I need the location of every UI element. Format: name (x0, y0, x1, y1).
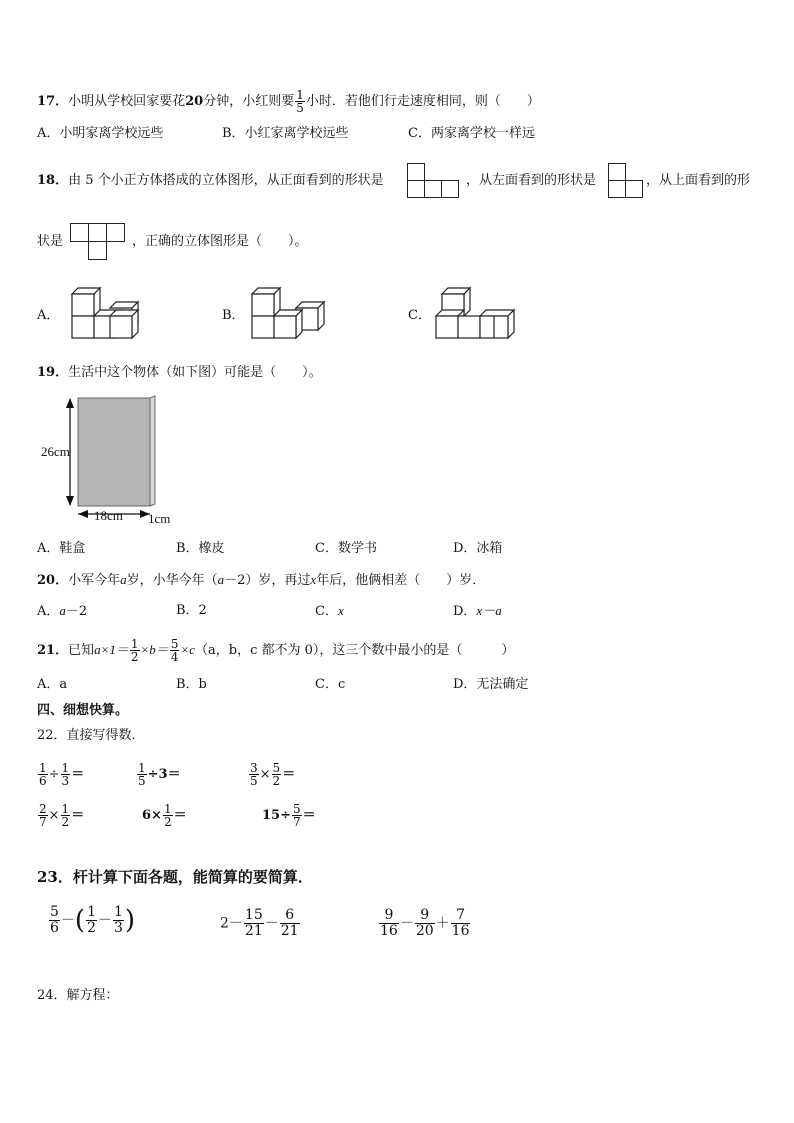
q17-fraction (295, 89, 305, 114)
q22-item-5 (142, 803, 187, 828)
frac-numerator: 1 (61, 802, 70, 816)
prefix: 15÷ (262, 808, 291, 823)
fraction (61, 803, 71, 828)
q18-option-c-label[interactable]: C． (408, 308, 431, 323)
frac-denominator: 5 (296, 101, 304, 115)
frac-numerator: 1 (87, 904, 96, 920)
q20-text-b: 岁，小华今年（ (126, 573, 218, 588)
q20-var-x: x (310, 572, 317, 587)
q18-text-d: 状是 (37, 234, 64, 249)
frac-denominator: 2 (87, 920, 96, 936)
frac-numerator: 5 (272, 761, 281, 775)
frac-numerator: 3 (250, 761, 258, 775)
q21-expr-c: ×c (180, 642, 195, 657)
operator: ÷ (48, 767, 60, 782)
operator: － (264, 915, 279, 932)
q23-expr-3 (378, 908, 471, 939)
q20-var-a2: a (217, 572, 225, 587)
prefix: 6× (142, 808, 162, 823)
frac-numerator: 1 (163, 802, 172, 816)
q20-option-d-label: D． (453, 604, 477, 619)
operator: × (259, 767, 271, 782)
fraction (249, 762, 259, 787)
frac-denominator: 5 (138, 774, 146, 788)
equals: ＝ (173, 808, 187, 823)
q20-option-b[interactable]: B．2 (176, 603, 207, 618)
frac-denominator: 2 (61, 815, 70, 829)
q20-option-a-label: A． (37, 604, 60, 619)
q23-expr-2 (220, 908, 301, 939)
equals: ＝ (71, 808, 85, 823)
q20-option-a[interactable] (37, 603, 87, 620)
q21-text-a: 已知 (68, 643, 95, 658)
fraction (38, 803, 48, 828)
frac-denominator: 5 (250, 774, 258, 788)
frac-numerator: 5 (292, 802, 301, 816)
q19-option-b[interactable]: B．橡皮 (176, 541, 225, 556)
q21-option-d[interactable]: D．无法确定 (453, 677, 529, 692)
q20-option-c[interactable] (315, 603, 344, 620)
operator: － (60, 912, 75, 929)
fraction (86, 905, 97, 936)
frac-denominator: 21 (280, 923, 299, 939)
q18-text-e: ，正确的立体图形是（ ）。 (132, 234, 308, 249)
equals: ＝ (71, 767, 85, 782)
q21-fraction-1 (130, 638, 140, 663)
q17-option-a[interactable]: A．小明家离学校远些 (37, 126, 164, 141)
frac-numerator: 15 (244, 907, 263, 923)
q21-option-a[interactable]: A．a (37, 677, 68, 692)
q18-option-b-label[interactable]: B． (222, 308, 245, 323)
q21-text-b: （a，b，c 都不为 0），这三个数中最小的是（ ） (195, 643, 515, 658)
frac-denominator: 7 (39, 815, 47, 829)
q21-number: 21． (37, 643, 69, 658)
frac-denominator: 6 (39, 774, 47, 788)
fraction (415, 908, 435, 939)
q19-depth-label: 1cm (148, 511, 171, 526)
frac-denominator: 21 (244, 923, 263, 939)
q17-stem (37, 89, 540, 114)
frac-numerator: 2 (39, 802, 47, 816)
q17-text-b: 分钟，小红则要 (203, 94, 295, 109)
q17-text-a: 小明从学校回家要花 (68, 94, 186, 109)
frac-numerator: 9 (379, 908, 399, 924)
prefix: 2－ (220, 915, 243, 932)
left-paren: ( (74, 905, 86, 936)
q18-number: 18． (37, 173, 69, 188)
operator: ＋ (435, 915, 450, 932)
fraction (280, 908, 300, 939)
fraction (38, 762, 48, 787)
q20-option-a-rest: －2 (65, 604, 88, 619)
frac-numerator: 1 (39, 761, 47, 775)
fraction (163, 803, 173, 828)
q19-option-c[interactable]: C．数学书 (315, 541, 377, 556)
q22-item-2 (136, 762, 181, 787)
q17-value: 20 (185, 94, 204, 109)
q20-text-a: 小军今年 (68, 573, 121, 588)
q19-stem (37, 365, 322, 381)
q21-option-b[interactable]: B．b (176, 677, 207, 692)
q18-text-c: ，从上面看到的形 (646, 173, 751, 188)
frac-denominator: 16 (451, 923, 470, 939)
q19-option-a[interactable]: A．鞋盒 (37, 541, 86, 556)
q17-text-c: 小时．若他们行走速度相同，则（ ） (305, 94, 540, 109)
q22-item-1 (37, 762, 84, 787)
top-view-figure (70, 223, 130, 263)
q20-text-d: 年后，他俩相差（ ）岁． (316, 573, 486, 588)
q20-option-c-var: x (337, 603, 344, 618)
frac-numerator: 1 (61, 761, 70, 775)
q18-option-a-figure[interactable] (70, 286, 150, 340)
frac-denominator: 2 (130, 650, 139, 664)
frac-denominator: 16 (380, 923, 398, 939)
frac-denominator: 3 (114, 920, 123, 936)
q17-option-c[interactable]: C．两家离学校一样远 (408, 126, 535, 141)
q22-item-3 (248, 762, 295, 787)
q18-text-b: ，从左面看到的形状是 (466, 173, 597, 188)
q18-option-c-figure[interactable] (434, 286, 520, 340)
q21-expr-a: a×1＝ (94, 642, 129, 657)
frac-denominator: 2 (272, 774, 281, 788)
fraction (292, 803, 302, 828)
fraction (61, 762, 71, 787)
q22-title: 22．直接写得数． (37, 728, 145, 743)
frac-numerator: 1 (114, 904, 123, 920)
frac-denominator: 20 (415, 923, 434, 939)
front-view-figure (407, 163, 461, 199)
fraction (272, 762, 282, 787)
q17-number: 17． (37, 94, 69, 109)
frac-denominator: 4 (170, 650, 179, 664)
q20-option-c-label: C． (315, 604, 338, 619)
frac-denominator: 7 (292, 815, 301, 829)
q18-option-a-label[interactable]: A． (37, 308, 60, 323)
fraction (137, 762, 147, 787)
q21-stem (37, 638, 514, 663)
frac-numerator: 7 (451, 908, 471, 924)
frac-numerator: 5 (50, 904, 59, 920)
q20-number: 20． (37, 573, 69, 588)
fraction (49, 905, 60, 936)
operator: × (48, 808, 60, 823)
section-four-heading: 四、细想快算。 (37, 703, 129, 718)
q18-stem-line1 (37, 173, 384, 189)
frac-numerator: 1 (130, 637, 139, 651)
q18-option-b-figure[interactable] (250, 286, 330, 340)
right-paren: ) (124, 905, 136, 936)
q22-item-4 (37, 803, 84, 828)
q21-fraction-2 (170, 638, 180, 663)
q19-height-label: 26cm (41, 444, 70, 459)
q18-text-a: 由 5 个小正方体搭成的立体图形，从正面看到的形状是 (68, 173, 384, 188)
q20-option-d-expr: x－a (476, 603, 502, 618)
fraction (244, 908, 264, 939)
q20-option-a-var: a (59, 603, 66, 618)
frac-denominator: 3 (61, 774, 70, 788)
q22-item-6 (262, 803, 316, 828)
q19-number: 19． (37, 365, 69, 380)
q21-option-c[interactable]: C．c (315, 677, 346, 692)
q20-stem (37, 572, 485, 589)
fraction (113, 905, 124, 936)
frac-numerator: 5 (170, 637, 179, 651)
operator: ÷3＝ (147, 767, 181, 782)
frac-numerator: 6 (280, 908, 300, 924)
frac-denominator: 6 (50, 920, 59, 936)
operator: － (98, 912, 112, 929)
frac-numerator: 1 (296, 88, 304, 102)
fraction (451, 908, 471, 939)
frac-numerator: 1 (138, 761, 146, 775)
q21-expr-b: ×b＝ (140, 642, 169, 657)
q23-expr-1 (48, 905, 135, 936)
q24-title: 24．解方程： (37, 988, 119, 1003)
q19-width-label: 18cm (94, 508, 123, 523)
frac-numerator: 9 (415, 908, 435, 924)
operator: － (399, 915, 414, 932)
q19-option-d[interactable]: D．冰箱 (453, 541, 503, 556)
q19-text: 生活中这个物体（如下图）可能是（ ）。 (68, 365, 322, 380)
q23-title: 23．杆计算下面各题，能简算的要简算． (37, 868, 313, 886)
q20-text-c: －2）岁，再过 (224, 573, 311, 588)
equals: ＝ (302, 808, 316, 823)
left-view-figure (608, 163, 644, 199)
q17-option-b[interactable]: B．小红家离学校远些 (222, 126, 349, 141)
fraction (379, 908, 399, 939)
q20-option-d[interactable] (453, 603, 502, 620)
frac-denominator: 2 (163, 815, 172, 829)
equals: ＝ (282, 767, 296, 782)
q20-var-a: a (120, 572, 127, 587)
